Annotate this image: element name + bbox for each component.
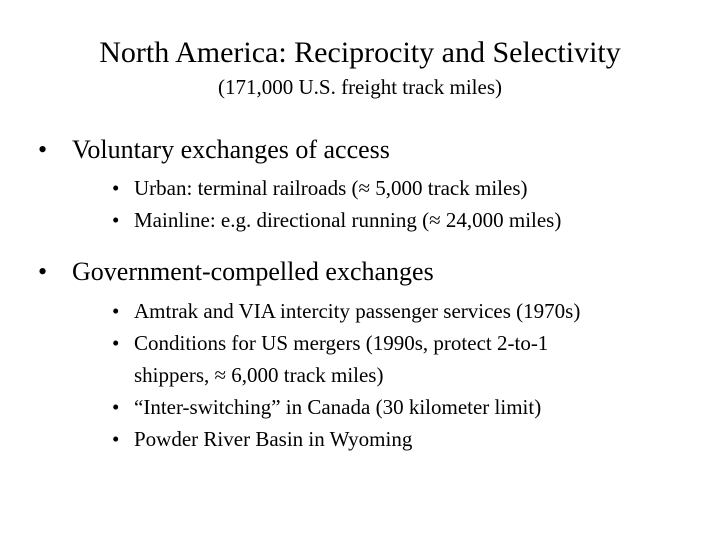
bullet-icon: • xyxy=(112,331,120,355)
list-item-text: Powder River Basin in Wyoming xyxy=(134,427,413,451)
bullet-icon: • xyxy=(38,135,48,164)
list-item-text: “Inter-switching” in Canada (30 kilometer limit) xyxy=(134,395,542,419)
section-heading-text: Voluntary exchanges of access xyxy=(72,135,390,164)
list-item-text: Conditions for US mergers (1990s, protect 2-to-1 shippers, ≈ 6,000 track miles) xyxy=(134,331,549,387)
bullet-icon: • xyxy=(112,427,120,451)
bullet-icon: • xyxy=(112,208,120,232)
list-item-text: Mainline: e.g. directional running (≈ 24,000 miles) xyxy=(134,208,562,232)
list-item xyxy=(112,172,654,204)
voluntary-exchanges-list xyxy=(112,172,654,236)
list-item-text: Amtrak and VIA intercity passenger services (1970s) xyxy=(134,299,581,323)
bullet-icon: • xyxy=(38,257,48,286)
bullet-icon: • xyxy=(112,176,120,200)
section-heading-voluntary xyxy=(38,135,390,165)
bullet-icon: • xyxy=(112,299,120,323)
slide-title: North America: Reciprocity and Selectivity xyxy=(99,36,621,69)
slide-subtitle: (171,000 U.S. freight track miles) xyxy=(217,75,503,99)
list-item-text: Urban: terminal railroads (≈ 5,000 track miles) xyxy=(134,176,528,200)
list-item xyxy=(112,423,654,455)
government-exchanges-list xyxy=(112,295,654,455)
list-item xyxy=(112,204,654,236)
section-heading-government xyxy=(38,257,434,287)
bullet-icon: • xyxy=(112,395,120,419)
section-heading-text: Government-compelled exchanges xyxy=(72,257,434,286)
list-item xyxy=(112,391,654,423)
list-item xyxy=(112,295,654,327)
list-item xyxy=(112,327,654,391)
